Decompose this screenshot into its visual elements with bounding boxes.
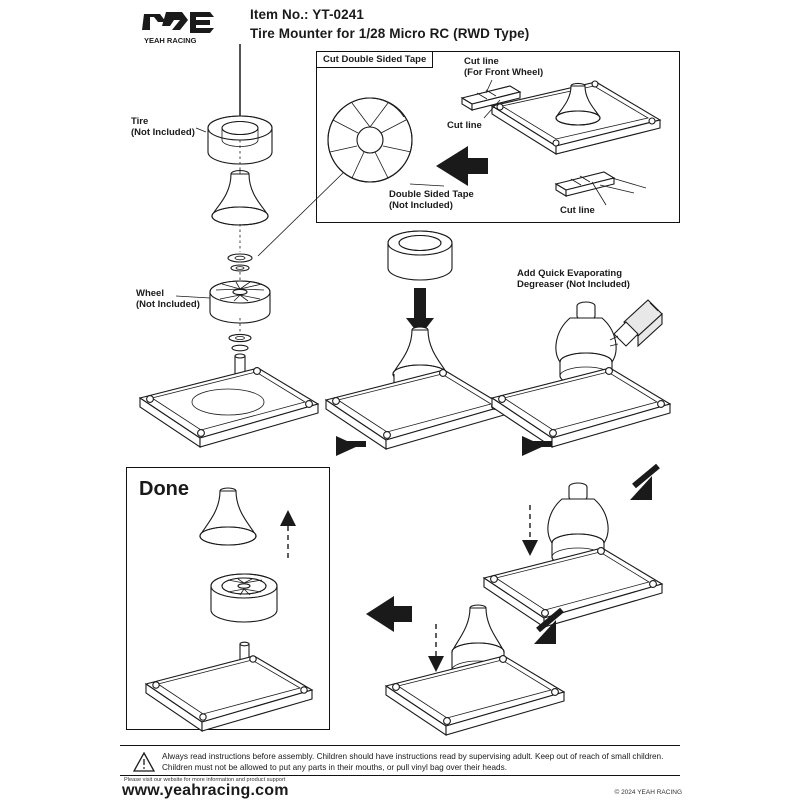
label-double-tape-1: Double Sided Tape	[389, 189, 474, 200]
label-wheel-line1: Wheel	[136, 288, 164, 299]
cut-tape-panel-tab: Cut Double Sided Tape	[316, 51, 433, 68]
footer-divider-top	[120, 745, 680, 746]
support-note: Please visit our website for more information and product support	[124, 777, 286, 783]
label-cutline-front-2: (For Front Wheel)	[464, 67, 544, 78]
safety-warning-line2: Children must not be allowed to put any parts in their mouths, or pull vinyl bag over their heads.	[162, 762, 507, 772]
copyright-text: © 2024 YEAH RACING	[614, 789, 682, 796]
page-title: Tire Mounter for 1/28 Micro RC (RWD Type)	[250, 26, 530, 41]
label-tire-line2: (Not Included)	[131, 127, 195, 138]
label-cutline-front-1: Cut line	[464, 56, 499, 67]
safety-warning	[162, 752, 682, 773]
label-cutline-left: Cut line	[447, 120, 482, 131]
done-panel	[126, 467, 330, 730]
label-tire-line1: Tire	[131, 116, 149, 127]
warning-icon	[133, 752, 155, 772]
label-degreaser-1: Add Quick Evaporating	[517, 268, 623, 279]
footer-divider-bottom	[120, 775, 680, 776]
item-number: Item No.: YT-0241	[250, 7, 364, 22]
label-cutline-right: Cut line	[560, 205, 595, 216]
label-wheel-line2: (Not Included)	[136, 299, 200, 310]
website-link[interactable]: www.yeahracing.com	[122, 782, 289, 799]
label-double-tape-2: (Not Included)	[389, 200, 453, 211]
label-degreaser-2: Degreaser (Not Included)	[517, 279, 630, 290]
safety-warning-line1: Always read instructions before assembly. Children should have instructions read by supervising adult. Keep out of reach of small children.	[162, 752, 664, 761]
brand-logo	[136, 8, 232, 46]
done-label: Done	[139, 478, 189, 500]
svg-text:YEAH RACING: YEAH RACING	[144, 36, 197, 45]
